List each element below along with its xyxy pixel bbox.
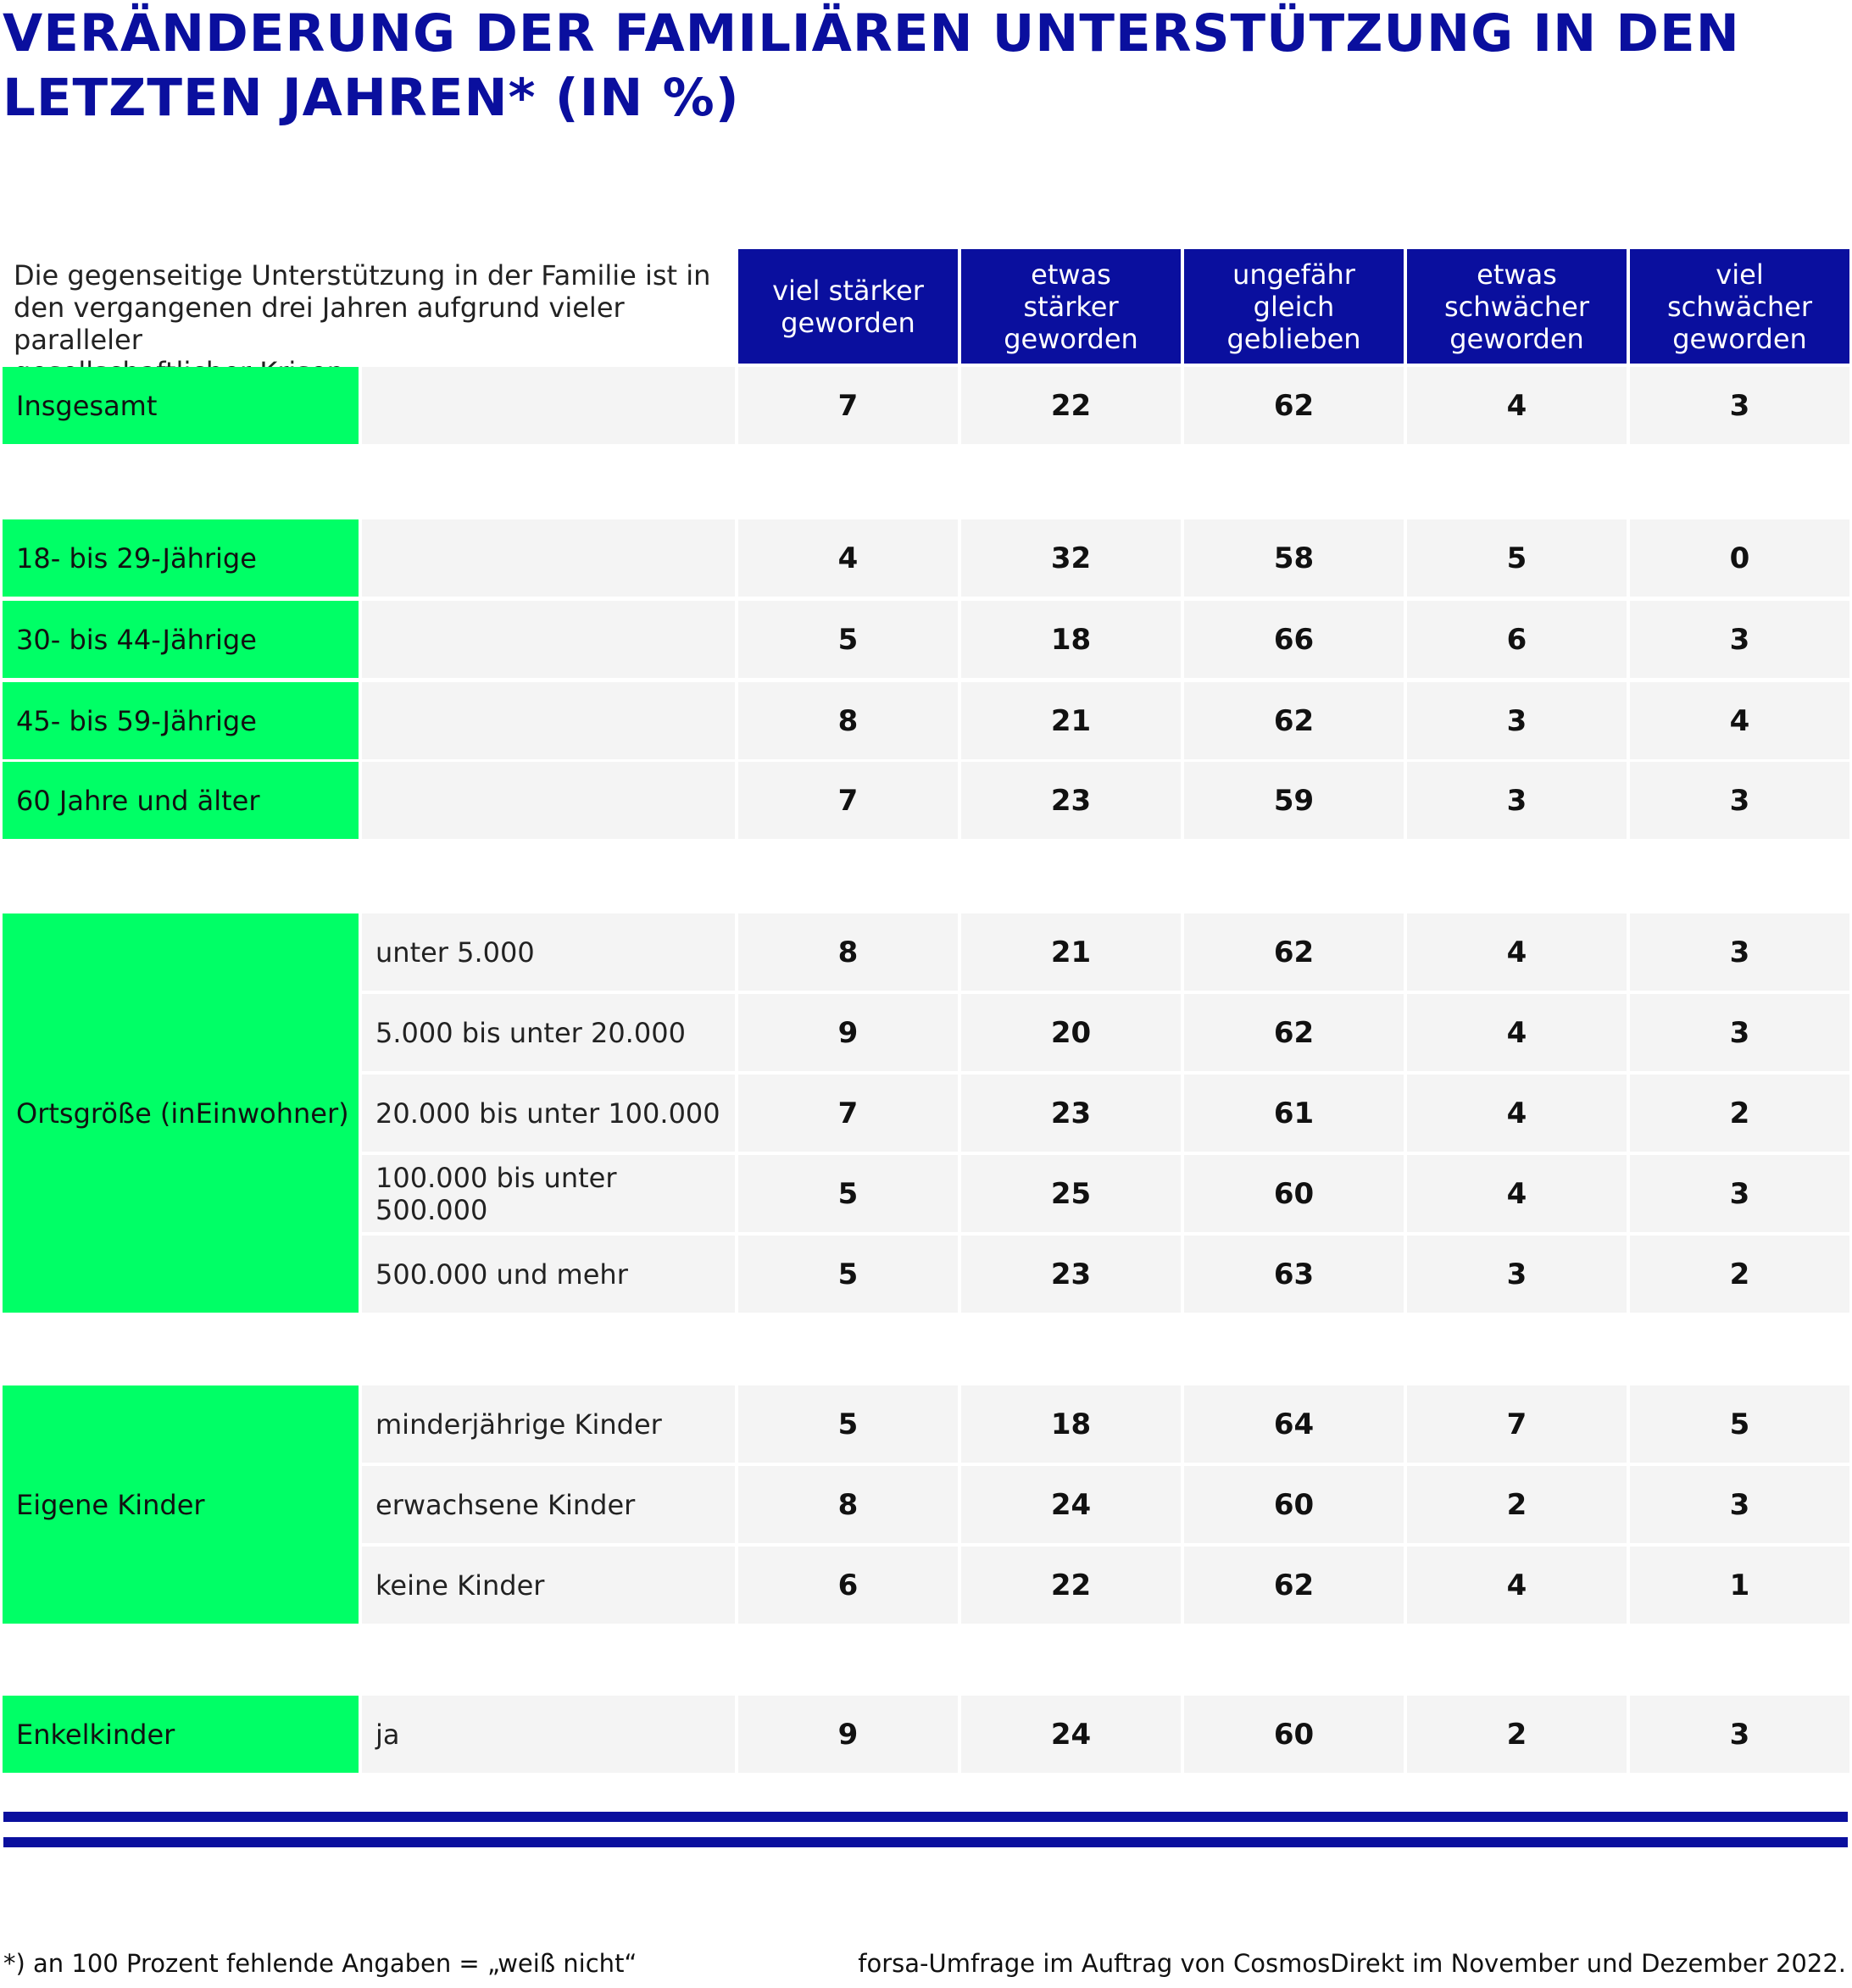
row-sub-label	[362, 682, 735, 759]
row-group-label	[3, 762, 359, 839]
value-cell: 63	[1184, 1236, 1404, 1313]
row-sub-label: 5.000 bis unter 20.000	[362, 994, 735, 1071]
value-cell: 3	[1630, 367, 1849, 444]
value-cell: 8	[738, 1466, 958, 1543]
value-cell: 60	[1184, 1466, 1404, 1543]
column-header	[1407, 249, 1627, 364]
value-cell: 5	[1407, 519, 1627, 597]
value-cell: 64	[1184, 1385, 1404, 1463]
row-sub-label	[362, 519, 735, 597]
value-cell: 7	[1407, 1385, 1627, 1463]
column-header-line: schwächer	[1443, 290, 1590, 323]
value-cell: 8	[738, 913, 958, 991]
column-header-line: schwächer	[1666, 290, 1813, 323]
question-line-1: Die gegenseitige Unterstützung in der Familie ist in	[14, 259, 711, 292]
row-sub-label: 100.000 bis unter 500.000	[362, 1155, 735, 1232]
row-group-label	[3, 1696, 359, 1773]
value-cell: 60	[1184, 1696, 1404, 1773]
value-cell: 6	[738, 1547, 958, 1624]
value-cell: 62	[1184, 913, 1404, 991]
column-header-line: geworden	[781, 306, 915, 339]
row-group-label-line: Eigene Kinder	[16, 1488, 205, 1521]
value-cell: 5	[738, 601, 958, 678]
value-cell: 4	[1407, 913, 1627, 991]
row-group-label	[3, 367, 359, 444]
row-sub-label	[362, 601, 735, 678]
value-cell: 4	[1407, 367, 1627, 444]
value-cell: 62	[1184, 682, 1404, 759]
value-cell: 3	[1630, 1696, 1849, 1773]
row-group-label	[3, 1385, 359, 1624]
column-header-line: geworden	[1004, 322, 1138, 355]
value-cell: 5	[1630, 1385, 1849, 1463]
divider-rule-top	[3, 1812, 1848, 1822]
column-header-line: geblieben	[1226, 322, 1361, 355]
question-line-2: den vergangenen drei Jahren aufgrund vieler paralleler	[14, 292, 625, 356]
value-cell: 22	[961, 1547, 1181, 1624]
row-group-label-line: Insgesamt	[16, 389, 158, 422]
value-cell: 58	[1184, 519, 1404, 597]
row-sub-label: erwachsene Kinder	[362, 1466, 735, 1543]
row-group-label-line: Einwohner)	[195, 1097, 349, 1130]
value-cell: 59	[1184, 762, 1404, 839]
value-cell: 24	[961, 1696, 1181, 1773]
value-cell: 4	[1407, 1547, 1627, 1624]
row-group-label-line: Ortsgröße (in	[16, 1097, 196, 1130]
value-cell: 5	[738, 1385, 958, 1463]
column-header-line: ungefähr	[1232, 258, 1355, 291]
value-cell: 23	[961, 1075, 1181, 1152]
value-cell: 8	[738, 682, 958, 759]
value-cell: 5	[738, 1236, 958, 1313]
footnote-source: forsa-Umfrage im Auftrag von CosmosDirekt im November und Dezember 2022.	[858, 1949, 1846, 1978]
value-cell: 61	[1184, 1075, 1404, 1152]
value-cell: 22	[961, 367, 1181, 444]
value-cell: 3	[1630, 601, 1849, 678]
column-header-line: etwas	[1477, 258, 1557, 291]
row-sub-label: minderjährige Kinder	[362, 1385, 735, 1463]
value-cell: 3	[1630, 994, 1849, 1071]
value-cell: 4	[1407, 994, 1627, 1071]
column-header	[1184, 249, 1404, 364]
row-sub-label	[362, 367, 735, 444]
value-cell: 7	[738, 367, 958, 444]
value-cell: 3	[1407, 682, 1627, 759]
value-cell: 2	[1407, 1466, 1627, 1543]
row-group-label	[3, 519, 359, 597]
value-cell: 66	[1184, 601, 1404, 678]
value-cell: 2	[1407, 1696, 1627, 1773]
value-cell: 3	[1407, 1236, 1627, 1313]
column-header	[1630, 249, 1849, 364]
value-cell: 20	[961, 994, 1181, 1071]
column-header-line: geworden	[1449, 322, 1584, 355]
value-cell: 3	[1630, 762, 1849, 839]
value-cell: 23	[961, 762, 1181, 839]
value-cell: 6	[1407, 601, 1627, 678]
row-sub-label: ja	[362, 1696, 735, 1773]
row-group-label-line: 60 Jahre und älter	[16, 784, 260, 817]
value-cell: 5	[738, 1155, 958, 1232]
value-cell: 23	[961, 1236, 1181, 1313]
row-group-label	[3, 601, 359, 678]
column-header-line: geworden	[1672, 322, 1807, 355]
footnote-missing: *) an 100 Prozent fehlende Angaben = „weiß nicht“	[3, 1949, 637, 1978]
value-cell: 62	[1184, 994, 1404, 1071]
value-cell: 25	[961, 1155, 1181, 1232]
row-group-label	[3, 682, 359, 759]
row-sub-label: keine Kinder	[362, 1547, 735, 1624]
value-cell: 32	[961, 519, 1181, 597]
row-sub-label	[362, 762, 735, 839]
column-header-line: viel stärker	[772, 274, 924, 307]
value-cell: 3	[1630, 913, 1849, 991]
value-cell: 2	[1630, 1236, 1849, 1313]
row-group-label-line: 18- bis 29-Jährige	[16, 541, 257, 575]
column-header-line: etwas	[1031, 258, 1111, 291]
value-cell: 24	[961, 1466, 1181, 1543]
value-cell: 3	[1630, 1155, 1849, 1232]
value-cell: 7	[738, 1075, 958, 1152]
divider-rule-bottom	[3, 1837, 1848, 1847]
value-cell: 9	[738, 994, 958, 1071]
value-cell: 60	[1184, 1155, 1404, 1232]
row-group-label-line: 45- bis 59-Jährige	[16, 704, 257, 737]
value-cell: 0	[1630, 519, 1849, 597]
title-line-1: VERÄNDERUNG DER FAMILIÄREN UNTERSTÜTZUNG IN DEN	[3, 3, 1740, 64]
chart-title	[3, 2, 1782, 130]
value-cell: 4	[1407, 1155, 1627, 1232]
row-sub-label: 500.000 und mehr	[362, 1236, 735, 1313]
row-sub-label: unter 5.000	[362, 913, 735, 991]
row-sub-label: 20.000 bis unter 100.000	[362, 1075, 735, 1152]
column-header-line: viel	[1716, 258, 1764, 291]
column-header	[961, 249, 1181, 364]
value-cell: 9	[738, 1696, 958, 1773]
value-cell: 3	[1630, 1466, 1849, 1543]
title-line-2: LETZTEN JAHREN* (IN %)	[3, 68, 740, 128]
value-cell: 2	[1630, 1075, 1849, 1152]
value-cell: 62	[1184, 367, 1404, 444]
value-cell: 21	[961, 913, 1181, 991]
value-cell: 21	[961, 682, 1181, 759]
value-cell: 4	[1407, 1075, 1627, 1152]
value-cell: 18	[961, 1385, 1181, 1463]
value-cell: 7	[738, 762, 958, 839]
row-group-label	[3, 913, 359, 1313]
value-cell: 4	[738, 519, 958, 597]
value-cell: 4	[1630, 682, 1849, 759]
value-cell: 3	[1407, 762, 1627, 839]
value-cell: 1	[1630, 1547, 1849, 1624]
row-group-label-line: Enkelkinder	[16, 1718, 175, 1751]
value-cell: 62	[1184, 1547, 1404, 1624]
row-group-label-line: 30- bis 44-Jährige	[16, 623, 257, 656]
column-header	[738, 249, 958, 364]
value-cell: 18	[961, 601, 1181, 678]
column-header-line: gleich	[1253, 290, 1335, 323]
column-header-line: stärker	[1023, 290, 1119, 323]
